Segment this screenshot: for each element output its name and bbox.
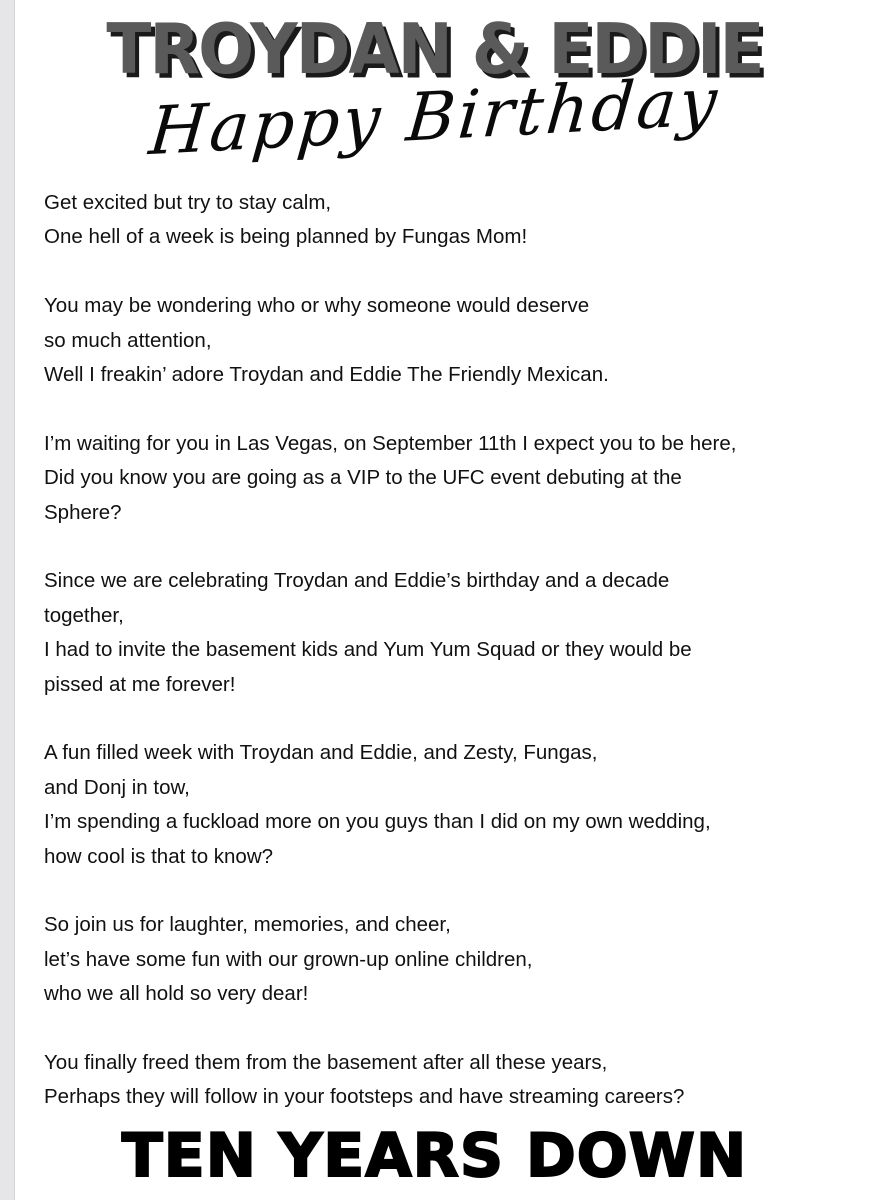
poem-line: One hell of a week is being planned by Fungas Mom! bbox=[44, 225, 528, 249]
poem-line: who we all hold so very dear! bbox=[44, 982, 309, 1006]
poem-stanza bbox=[44, 564, 844, 702]
poem-stanza bbox=[44, 427, 844, 530]
poem-line: Did you know you are going as a VIP to the UFC event debuting at the bbox=[44, 466, 682, 490]
poem-stanza bbox=[44, 289, 844, 392]
poem-line: So join us for laughter, memories, and cheer, bbox=[44, 913, 451, 937]
poem-stanza bbox=[44, 736, 844, 874]
poem-stanza bbox=[44, 908, 844, 1011]
poem-line: Sphere? bbox=[44, 500, 122, 524]
poem-line: Get excited but try to stay calm, bbox=[44, 191, 332, 214]
poem-line: You finally freed them from the basement after all these years, bbox=[44, 1051, 608, 1075]
poem-line: Perhaps they will follow in your footsteps and have streaming careers? bbox=[44, 1085, 685, 1109]
footer-text: TEN YEARS DOWN bbox=[122, 1118, 747, 1194]
poem-line: I had to invite the basement kids and Yum Yum Squad or they would be bbox=[44, 638, 692, 662]
poem-line: A fun filled week with Troydan and Eddie, and Zesty, Fungas, bbox=[44, 741, 598, 765]
footer-banner bbox=[0, 1118, 869, 1194]
poem-line: so much attention, bbox=[44, 328, 212, 352]
poem-stanza bbox=[44, 1046, 844, 1115]
page-title: TROYDAN & EDDIE bbox=[106, 9, 763, 90]
poem-line: together, bbox=[44, 603, 124, 627]
poem-line: pissed at me forever! bbox=[44, 672, 236, 696]
poem-line: let’s have some fun with our grown-up online children, bbox=[44, 947, 533, 971]
poem-line: You may be wondering who or why someone would deserve bbox=[44, 294, 590, 318]
poem-line: I’m waiting for you in Las Vegas, on September 11th I expect you to be here, bbox=[44, 431, 737, 455]
poem-line: I’m spending a fuckload more on you guys than I did on my own wedding, bbox=[44, 810, 711, 834]
poem-line: Since we are celebrating Troydan and Eddie’s birthday and a decade bbox=[44, 569, 670, 593]
poem-line: how cool is that to know? bbox=[44, 844, 274, 868]
poem-line: Well I freakin’ adore Troydan and Eddie The Friendly Mexican. bbox=[44, 363, 609, 387]
poem-stanza bbox=[44, 186, 844, 255]
poem-body bbox=[44, 186, 844, 1115]
birthday-script-heading: Happy Birthday bbox=[146, 62, 723, 171]
poem-line: and Donj in tow, bbox=[44, 775, 190, 799]
